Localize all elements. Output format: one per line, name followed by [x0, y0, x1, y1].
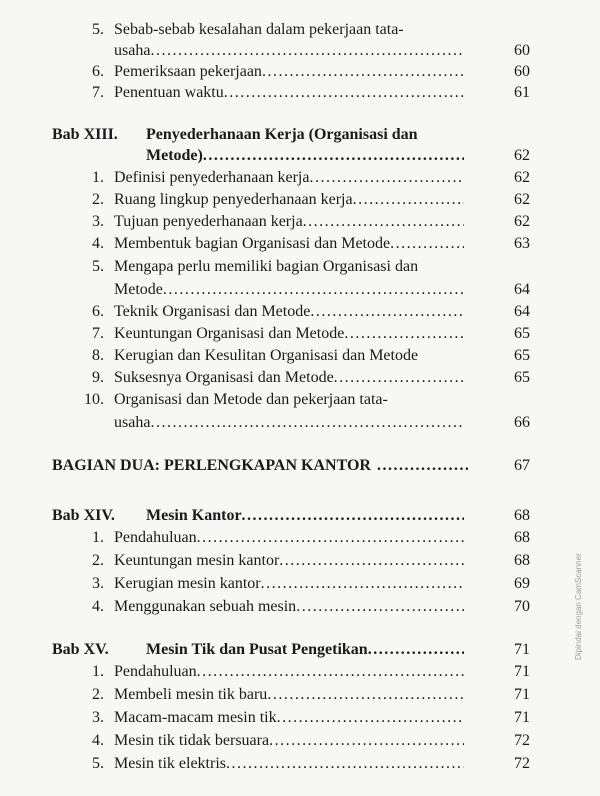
entry-number: 1.: [92, 169, 104, 186]
entry-page: 70: [514, 598, 530, 615]
entry-number: 4.: [92, 732, 104, 749]
leader-dots: [203, 146, 464, 166]
leader-dots: [310, 302, 464, 322]
toc-entry: [114, 551, 464, 571]
entry-number: 6.: [92, 303, 104, 320]
entry-page: 65: [514, 369, 530, 386]
toc-entry: [146, 640, 464, 660]
leader-dots: [267, 685, 464, 705]
scanner-watermark: Dipindai dengan CamScanner: [574, 553, 583, 660]
entry-label: Kerugian dan Kesulitan Organisasi dan Metode: [114, 347, 419, 364]
entry-page: 65: [514, 347, 530, 364]
toc-entry: [114, 708, 464, 728]
entry-number: 4.: [92, 235, 104, 252]
leader-dots: [277, 708, 464, 728]
leader-dots: [344, 324, 464, 344]
toc-entry: [114, 754, 464, 774]
toc-entry: [146, 506, 464, 526]
entry-page: 62: [514, 169, 530, 186]
entry-label: Pendahuluan: [114, 529, 197, 546]
entry-number: 6.: [92, 63, 104, 80]
entry-page: 61: [514, 84, 530, 101]
leader-dots: [269, 731, 464, 751]
entry-label: Macam-macam mesin tik: [114, 709, 277, 726]
leader-dots: [150, 413, 464, 433]
leader-dots: [226, 754, 464, 774]
leader-dots: [368, 640, 464, 660]
entry-label: Kerugian mesin kantor: [114, 575, 261, 592]
entry-label: Definisi penyederhanaan kerja: [114, 169, 310, 186]
entry-label: Pemeriksaan pekerjaan: [114, 63, 262, 80]
toc-entry: [114, 685, 464, 705]
entry-number: 3.: [92, 213, 104, 230]
entry-page: 62: [514, 213, 530, 230]
leader-dots: [279, 551, 464, 571]
toc-entry: [114, 368, 464, 388]
entry-page: 68: [514, 507, 530, 524]
leader-dots: [309, 168, 464, 188]
entry-page: 64: [514, 303, 530, 320]
entry-number: 2.: [92, 686, 104, 703]
entry-number: 3.: [92, 575, 104, 592]
entry-page: 68: [514, 529, 530, 546]
entry-label: Metode: [114, 281, 163, 298]
entry-number: 1.: [92, 663, 104, 680]
entry-page: 71: [514, 709, 530, 726]
toc-entry: [114, 280, 464, 300]
entry-label: Pendahuluan: [114, 663, 197, 680]
entry-page: 64: [514, 281, 530, 298]
toc-entry: [114, 190, 464, 210]
toc-entry: [114, 83, 464, 103]
entry-number: 5.: [92, 258, 104, 275]
entry-label: Teknik Organisasi dan Metode: [114, 303, 311, 320]
entry-page: 69: [514, 575, 530, 592]
entry-page: 72: [514, 732, 530, 749]
entry-page: 63: [514, 235, 530, 252]
entry-label: Mengapa perlu memiliki bagian Organisasi dan: [114, 258, 419, 275]
toc-entry: [114, 731, 464, 751]
part-heading: [52, 456, 468, 476]
leader-dots: [262, 62, 464, 82]
entry-page: 66: [514, 414, 530, 431]
entry-label: Keuntungan mesin kantor: [114, 552, 280, 569]
toc-entry: [114, 413, 464, 433]
leader-dots: [150, 41, 464, 61]
entry-label: Mesin tik tidak bersuara: [114, 732, 270, 749]
entry-number: 5.: [92, 755, 104, 772]
toc-entry: [114, 212, 464, 232]
leader-dots: [163, 280, 464, 300]
entry-label: Ruang lingkup penyederhanaan kerja: [114, 191, 353, 208]
entry-number: 2.: [92, 552, 104, 569]
chapter-title: Metode): [146, 147, 203, 164]
entry-page: 60: [514, 63, 530, 80]
toc-entry: [114, 324, 464, 344]
toc-entry: [114, 597, 464, 617]
leader-dots: [303, 212, 464, 232]
chapter-heading: Bab XIII.: [52, 126, 118, 143]
leader-dots: [261, 574, 464, 594]
leader-dots: [197, 528, 464, 548]
entry-page: 72: [514, 755, 530, 772]
chapter-title: Penyederhanaan Kerja (Organisasi dan: [146, 126, 418, 143]
entry-page: 68: [514, 552, 530, 569]
entry-page: 71: [514, 663, 530, 680]
entry-number: 9.: [92, 369, 104, 386]
chapter-heading: Bab XIV.: [52, 507, 115, 524]
entry-label: Keuntungan Organisasi dan Metode: [114, 325, 345, 342]
toc-entry: [114, 234, 464, 254]
part-title: BAGIAN DUA: PERLENGKAPAN KANTOR: [52, 457, 371, 474]
entry-number: 4.: [92, 598, 104, 615]
entry-label: usaha: [114, 42, 151, 59]
chapter-title: Mesin Kantor: [146, 507, 242, 524]
entry-number: 5.: [92, 21, 104, 38]
entry-label: Membeli mesin tik baru: [114, 686, 268, 703]
toc-entry: [114, 62, 464, 82]
entry-page: 67: [514, 457, 530, 474]
entry-label: Tujuan penyederhanaan kerja: [114, 213, 303, 230]
leader-dots: [224, 83, 464, 103]
toc-entry: [114, 528, 464, 548]
entry-label: Suksesnya Organisasi dan Metode: [114, 369, 334, 386]
toc-entry: [114, 302, 464, 322]
entry-number: 2.: [92, 191, 104, 208]
leader-dots: [242, 506, 464, 526]
entry-page: 71: [514, 641, 530, 658]
toc-entry: [114, 662, 464, 682]
entry-label: Mesin tik elektris: [114, 755, 226, 772]
entry-label: Membentuk bagian Organisasi dan Metode: [114, 235, 391, 252]
entry-label: Sebab-sebab kesalahan dalam pekerjaan tata-: [114, 21, 404, 38]
entry-label: usaha: [114, 414, 151, 431]
entry-label: Organisasi dan Metode dan pekerjaan tata-: [114, 391, 388, 408]
leader-dots: [390, 234, 464, 254]
toc-entry: [146, 146, 464, 166]
entry-label: Penentuan waktu: [114, 84, 224, 101]
entry-number: 7.: [92, 84, 104, 101]
entry-page: 71: [514, 686, 530, 703]
chapter-title: Mesin Tik dan Pusat Pengetikan: [146, 641, 368, 658]
leader-dots: [377, 456, 468, 476]
toc-entry: [114, 41, 464, 61]
entry-label: Menggunakan sebuah mesin: [114, 598, 297, 615]
entry-page: 60: [514, 42, 530, 59]
entry-number: 1.: [92, 529, 104, 546]
entry-number: 7.: [92, 325, 104, 342]
entry-page: 62: [514, 147, 530, 164]
toc-entry: [114, 168, 464, 188]
entry-number: 8.: [92, 347, 104, 364]
entry-page: 62: [514, 191, 530, 208]
leader-dots: [353, 190, 464, 210]
toc-entry: [114, 574, 464, 594]
leader-dots: [197, 662, 464, 682]
entry-page: 65: [514, 325, 530, 342]
leader-dots: [296, 597, 464, 617]
entry-number: 3.: [92, 709, 104, 726]
entry-number: 10.: [84, 391, 104, 408]
leader-dots: [334, 368, 464, 388]
chapter-heading: Bab XV.: [52, 641, 109, 658]
